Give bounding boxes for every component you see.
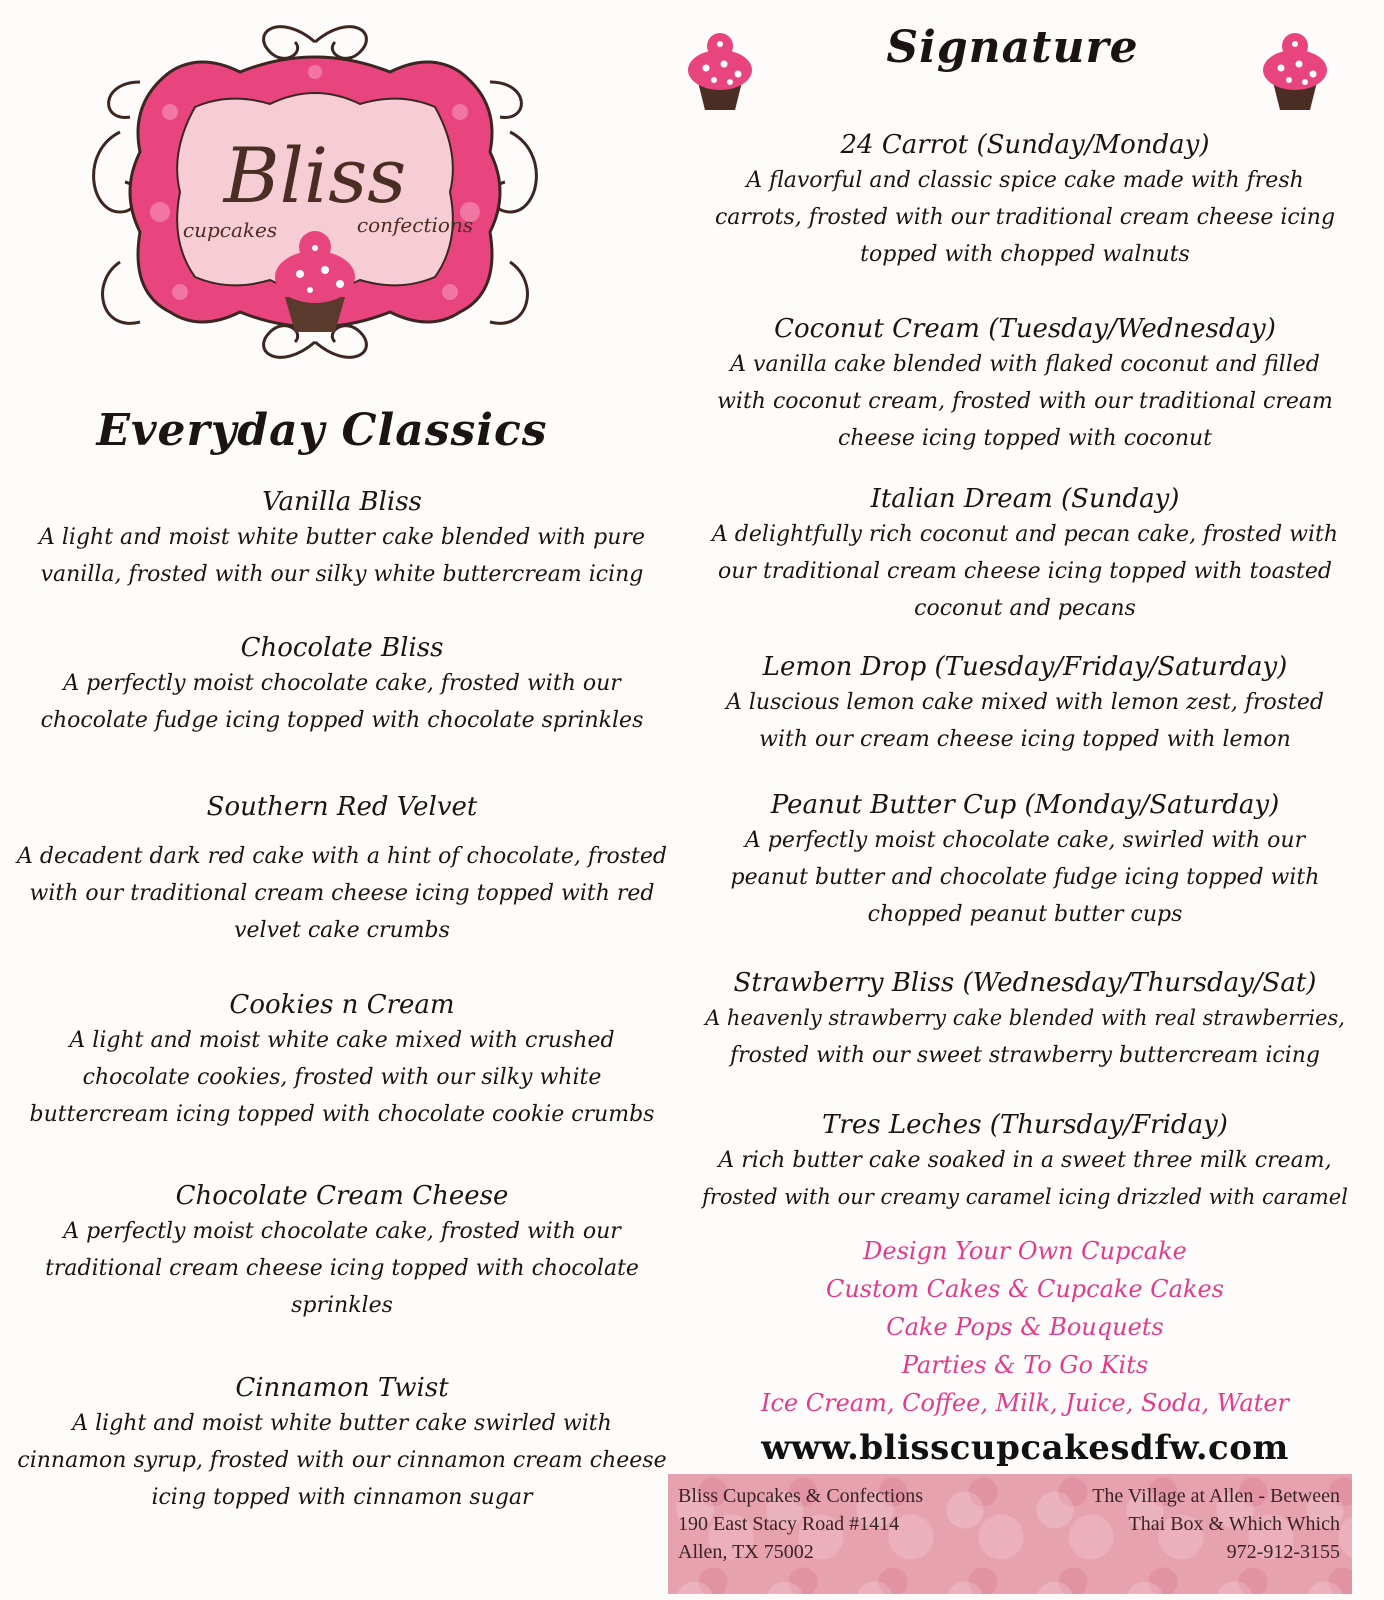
item-desc-line: cinnamon syrup, frosted with our cinnamon cream cheese xyxy=(17,1448,667,1473)
item-desc-line: A light and moist white butter cake swirled with xyxy=(72,1411,612,1436)
item-desc-line: with our cream cheese icing topped with lemon xyxy=(759,727,1291,752)
item-desc-line: chocolate fudge icing topped with chocolate sprinkles xyxy=(40,708,644,733)
item-desc-line: frosted with our sweet strawberry buttercream icing xyxy=(729,1043,1320,1068)
bliss-logo xyxy=(80,12,550,372)
item-desc-line: A heavenly strawberry cake blended with real strawberries, xyxy=(705,1006,1345,1030)
menu-item xyxy=(680,312,1370,457)
menu-item xyxy=(12,631,672,739)
item-desc-line: chopped peanut butter cups xyxy=(867,902,1183,927)
service-item: Design Your Own Cupcake xyxy=(863,1237,1187,1265)
item-desc-line: A vanilla cake blended with flaked coconut and filled xyxy=(730,352,1320,377)
item-desc-line: A light and moist white cake mixed with crushed xyxy=(69,1028,615,1053)
item-desc-line: sprinkles xyxy=(291,1293,393,1318)
item-desc-line: carrots, frosted with our traditional cream cheese icing xyxy=(714,205,1336,230)
item-desc-line: topped with chopped walnuts xyxy=(860,242,1190,267)
item-desc-line: A perfectly moist chocolate cake, swirled with our xyxy=(744,828,1306,853)
menu-item xyxy=(680,966,1370,1074)
item-name: Tres Leches (Thursday/Friday) xyxy=(822,1110,1228,1140)
address-line: Bliss Cupcakes & Confections xyxy=(678,1485,923,1507)
item-desc-line: buttercream icing topped with chocolate cookie crumbs xyxy=(29,1102,655,1127)
address-line: 190 East Stacy Road #1414 xyxy=(678,1513,900,1535)
item-name: Cinnamon Twist xyxy=(235,1373,449,1403)
location-line: Thai Box & Which Which xyxy=(1128,1513,1340,1535)
item-desc-line: traditional cream cheese icing topped with chocolate xyxy=(45,1256,639,1281)
menu-item xyxy=(12,988,672,1133)
menu-item xyxy=(680,650,1370,758)
item-desc-line: A luscious lemon cake mixed with lemon zest, frosted xyxy=(726,690,1324,715)
service-item: Custom Cakes & Cupcake Cakes xyxy=(825,1275,1224,1303)
item-name: Cookies n Cream xyxy=(229,990,455,1020)
item-desc-line: velvet cake crumbs xyxy=(234,918,450,943)
service-item: Cake Pops & Bouquets xyxy=(886,1313,1164,1341)
phone-number: 972-912-3155 xyxy=(1226,1541,1340,1563)
item-desc-line: A perfectly moist chocolate cake, frosted with our xyxy=(63,1219,621,1244)
services-list xyxy=(680,1232,1370,1422)
item-desc-line: A decadent dark red cake with a hint of chocolate, frosted xyxy=(17,844,667,869)
item-name: Lemon Drop (Tuesday/Friday/Saturday) xyxy=(762,652,1288,682)
item-desc-line: vanilla, frosted with our silky white buttercream icing xyxy=(40,562,644,587)
item-desc-line: A rich butter cake soaked in a sweet three milk cream, xyxy=(718,1148,1332,1173)
menu-item xyxy=(12,1179,672,1324)
item-name: Chocolate Cream Cheese xyxy=(175,1181,509,1211)
menu-item xyxy=(680,1108,1370,1216)
menu-item xyxy=(12,485,672,593)
item-desc-line: A delightfully rich coconut and pecan cake, frosted with xyxy=(711,522,1339,547)
item-desc-line: with our traditional cream cheese icing topped with red xyxy=(29,881,655,906)
service-item: Parties & To Go Kits xyxy=(901,1351,1149,1379)
item-desc-line: icing topped with cinnamon sugar xyxy=(151,1485,533,1510)
svg-text:cupcakes: cupcakes xyxy=(182,218,278,242)
item-desc-line: our traditional cream cheese icing topped with toasted xyxy=(718,559,1332,584)
item-desc-line: A flavorful and classic spice cake made with fresh xyxy=(746,168,1304,193)
item-desc-line: cheese icing topped with coconut xyxy=(838,426,1212,451)
item-desc-line: chocolate cookies, frosted with our silky white xyxy=(82,1065,602,1090)
item-name: Peanut Butter Cup (Monday/Saturday) xyxy=(770,790,1280,820)
address-footer xyxy=(668,1474,1352,1594)
item-desc-line: coconut and pecans xyxy=(914,596,1136,621)
address-line: Allen, TX 75002 xyxy=(678,1541,814,1563)
item-name: Coconut Cream (Tuesday/Wednesday) xyxy=(774,314,1276,344)
signature-title: Signature xyxy=(886,22,1139,73)
item-name: Vanilla Bliss xyxy=(262,487,422,517)
item-name: 24 Carrot (Sunday/Monday) xyxy=(840,130,1210,160)
menu-item xyxy=(680,128,1370,273)
item-name: Italian Dream (Sunday) xyxy=(870,484,1180,514)
item-desc-line: frosted with our creamy caramel icing drizzled with caramel xyxy=(702,1185,1348,1209)
menu-item xyxy=(12,790,672,949)
item-desc-line: A perfectly moist chocolate cake, frosted with our xyxy=(63,671,621,696)
service-item: Ice Cream, Coffee, Milk, Juice, Soda, Water xyxy=(760,1389,1289,1417)
menu-item xyxy=(680,482,1370,627)
location-line: The Village at Allen - Between xyxy=(1092,1485,1340,1507)
item-name: Chocolate Bliss xyxy=(240,633,444,663)
menu-item xyxy=(680,788,1370,933)
item-name: Southern Red Velvet xyxy=(206,792,478,822)
website-url: www.blisscupcakesdfw.com xyxy=(761,1428,1289,1468)
menu-item xyxy=(12,1371,672,1516)
svg-text:confections: confections xyxy=(356,213,474,237)
store-location xyxy=(1092,1482,1340,1566)
everyday-classics-title: Everyday Classics xyxy=(96,405,548,456)
store-address xyxy=(678,1482,923,1566)
item-name: Strawberry Bliss (Wednesday/Thursday/Sat) xyxy=(733,968,1317,998)
item-desc-line: peanut butter and chocolate fudge icing topped with xyxy=(730,865,1320,890)
item-desc-line: with coconut cream, frosted with our traditional cream xyxy=(717,389,1333,414)
svg-text:Bliss: Bliss xyxy=(223,131,407,220)
item-desc-line: A light and moist white butter cake blended with pure xyxy=(39,525,645,550)
